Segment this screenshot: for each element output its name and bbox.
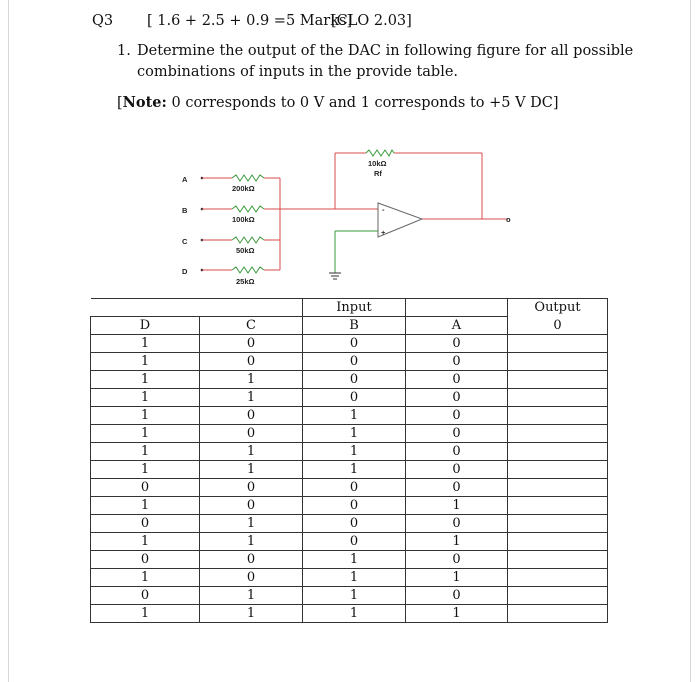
output-cell[interactable]	[508, 569, 608, 587]
table-cell: 1	[200, 587, 303, 605]
table-cell: 1	[200, 533, 303, 551]
table-cell: 1	[200, 515, 303, 533]
marks-breakdown: [ 1.6 + 2.5 + 0.9 =5 Marks]	[147, 13, 353, 29]
table-cell: 0	[406, 335, 508, 353]
question-number: Q3	[92, 13, 114, 29]
resistor-25k-label: 25kΩ	[236, 277, 255, 286]
page-border-right	[690, 0, 691, 682]
table-cell: 0	[200, 407, 303, 425]
resistor-100k-label: 100kΩ	[232, 215, 255, 224]
table-row	[91, 479, 608, 497]
table-row	[91, 497, 608, 515]
table-cell: 0	[406, 461, 508, 479]
table-row	[91, 533, 608, 551]
table-row	[91, 371, 608, 389]
clo-reference: [CLO 2.03]	[331, 13, 412, 29]
table-cell: 0	[303, 335, 406, 353]
col-header-output: 0	[508, 317, 608, 335]
resistor-200k	[232, 175, 264, 181]
op-amp-noninverting-sign: +	[381, 228, 386, 237]
resistor-50k	[232, 237, 264, 243]
table-cell: 1	[91, 389, 200, 407]
col-header-b: B	[303, 317, 406, 335]
table-cell: 1	[406, 497, 508, 515]
table-row	[91, 569, 608, 587]
table-cell: 0	[406, 353, 508, 371]
table-cell: 0	[303, 479, 406, 497]
input-d-label: D	[182, 267, 188, 276]
table-cell: 1	[303, 551, 406, 569]
table-cell: 0	[406, 425, 508, 443]
table-cell: 1	[91, 605, 200, 623]
rf-name-label: Rf	[374, 169, 382, 178]
table-row	[91, 551, 608, 569]
table-cell: 0	[406, 515, 508, 533]
table-header-row	[91, 317, 608, 335]
table-cell: 1	[91, 497, 200, 515]
col-header-d: D	[91, 317, 200, 335]
output-cell[interactable]	[508, 443, 608, 461]
table-row	[91, 407, 608, 425]
ground-wiring	[335, 231, 378, 273]
table-row	[91, 335, 608, 353]
table-row	[91, 353, 608, 371]
output-cell[interactable]	[508, 479, 608, 497]
table-cell: 0	[200, 425, 303, 443]
output-cell[interactable]	[508, 551, 608, 569]
resistor-100k	[232, 206, 264, 212]
resistor-50k-label: 50kΩ	[236, 246, 255, 255]
table-cell: 1	[91, 335, 200, 353]
table-cell: 0	[91, 515, 200, 533]
ground-icon	[329, 273, 341, 279]
op-amp-inverting-sign: -	[382, 205, 385, 214]
table-cell: 0	[91, 551, 200, 569]
table-row	[91, 587, 608, 605]
table-row	[91, 515, 608, 533]
table-cell: 0	[200, 335, 303, 353]
table-cell: 1	[91, 443, 200, 461]
resistors	[232, 150, 394, 273]
table-cell: 1	[303, 425, 406, 443]
note-label: Note:	[122, 94, 167, 111]
output-cell[interactable]	[508, 335, 608, 353]
table-row	[91, 605, 608, 623]
input-a-label: A	[182, 175, 188, 184]
table-cell: 0	[406, 479, 508, 497]
table-cell: 0	[91, 587, 200, 605]
table-cell: 1	[91, 569, 200, 587]
output-cell[interactable]	[508, 461, 608, 479]
output-cell[interactable]	[508, 371, 608, 389]
output-cell[interactable]	[508, 605, 608, 623]
table-cell: 0	[406, 371, 508, 389]
resistor-rf	[366, 150, 394, 156]
output-cell[interactable]	[508, 587, 608, 605]
table-cell: 0	[303, 371, 406, 389]
col-header-c: C	[200, 317, 303, 335]
table-cell: 1	[406, 533, 508, 551]
item-text-line-2: combinations of inputs in the provide table.	[137, 64, 459, 80]
table-cell: 0	[406, 389, 508, 407]
table-cell: 0	[406, 551, 508, 569]
page-border-left	[8, 0, 9, 682]
table-cell: 0	[406, 587, 508, 605]
table-cell: 0	[91, 479, 200, 497]
table-row	[91, 443, 608, 461]
table-cell: 1	[406, 569, 508, 587]
output-cell[interactable]	[508, 389, 608, 407]
table-cell: 0	[303, 389, 406, 407]
output-cell[interactable]	[508, 407, 608, 425]
note-text: 0 corresponds to 0 V and 1 corresponds to +5 V DC]	[166, 95, 559, 111]
rf-value-label: 10kΩ	[368, 159, 387, 168]
output-cell[interactable]	[508, 425, 608, 443]
note-open-bracket: [	[117, 95, 123, 111]
output-title: Output	[508, 299, 608, 317]
table-cell: 1	[303, 461, 406, 479]
table-cell: 0	[200, 551, 303, 569]
output-cell[interactable]	[508, 515, 608, 533]
table-cell: 1	[303, 569, 406, 587]
input-c-label: C	[182, 237, 188, 246]
table-cell: 1	[200, 371, 303, 389]
table-cell: 0	[406, 407, 508, 425]
table-cell: 1	[200, 461, 303, 479]
table-cell: 1	[303, 605, 406, 623]
table-cell: 1	[200, 605, 303, 623]
item-number: 1.	[117, 43, 131, 59]
table-cell: 1	[91, 461, 200, 479]
input-b-label: B	[182, 206, 188, 215]
output-cell[interactable]	[508, 533, 608, 551]
table-cell: 0	[406, 443, 508, 461]
truth-table	[90, 298, 608, 623]
output-cell[interactable]	[508, 353, 608, 371]
note	[117, 94, 559, 111]
table-cell: 1	[406, 605, 508, 623]
table-cell: 0	[200, 497, 303, 515]
input-group-title: Input	[336, 300, 372, 315]
table-cell: 0	[200, 479, 303, 497]
col-header-a: A	[406, 317, 508, 335]
table-cell: 1	[303, 587, 406, 605]
table-cell: 1	[91, 425, 200, 443]
table-cell: 1	[303, 407, 406, 425]
table-row	[91, 389, 608, 407]
item-text-line-1: Determine the output of the DAC in following figure for all possible	[137, 43, 634, 59]
resistor-200k-label: 200kΩ	[232, 184, 255, 193]
table-cell: 0	[303, 533, 406, 551]
table-cell: 0	[303, 497, 406, 515]
table-cell: 1	[91, 407, 200, 425]
table-cell: 1	[200, 389, 303, 407]
table-group-row	[91, 299, 608, 317]
table-row	[91, 461, 608, 479]
table-cell: 1	[91, 533, 200, 551]
table-cell: 0	[303, 515, 406, 533]
table-cell: 1	[91, 371, 200, 389]
output-cell[interactable]	[508, 497, 608, 515]
dac-circuit-diagram	[170, 145, 530, 295]
table-cell: 0	[200, 569, 303, 587]
table-row	[91, 425, 608, 443]
table-cell: 1	[91, 353, 200, 371]
output-terminal: o	[506, 215, 511, 224]
table-cell: 1	[200, 443, 303, 461]
table-cell: 0	[303, 353, 406, 371]
table-cell: 0	[200, 353, 303, 371]
table-cell: 1	[303, 443, 406, 461]
resistor-25k	[232, 267, 264, 273]
